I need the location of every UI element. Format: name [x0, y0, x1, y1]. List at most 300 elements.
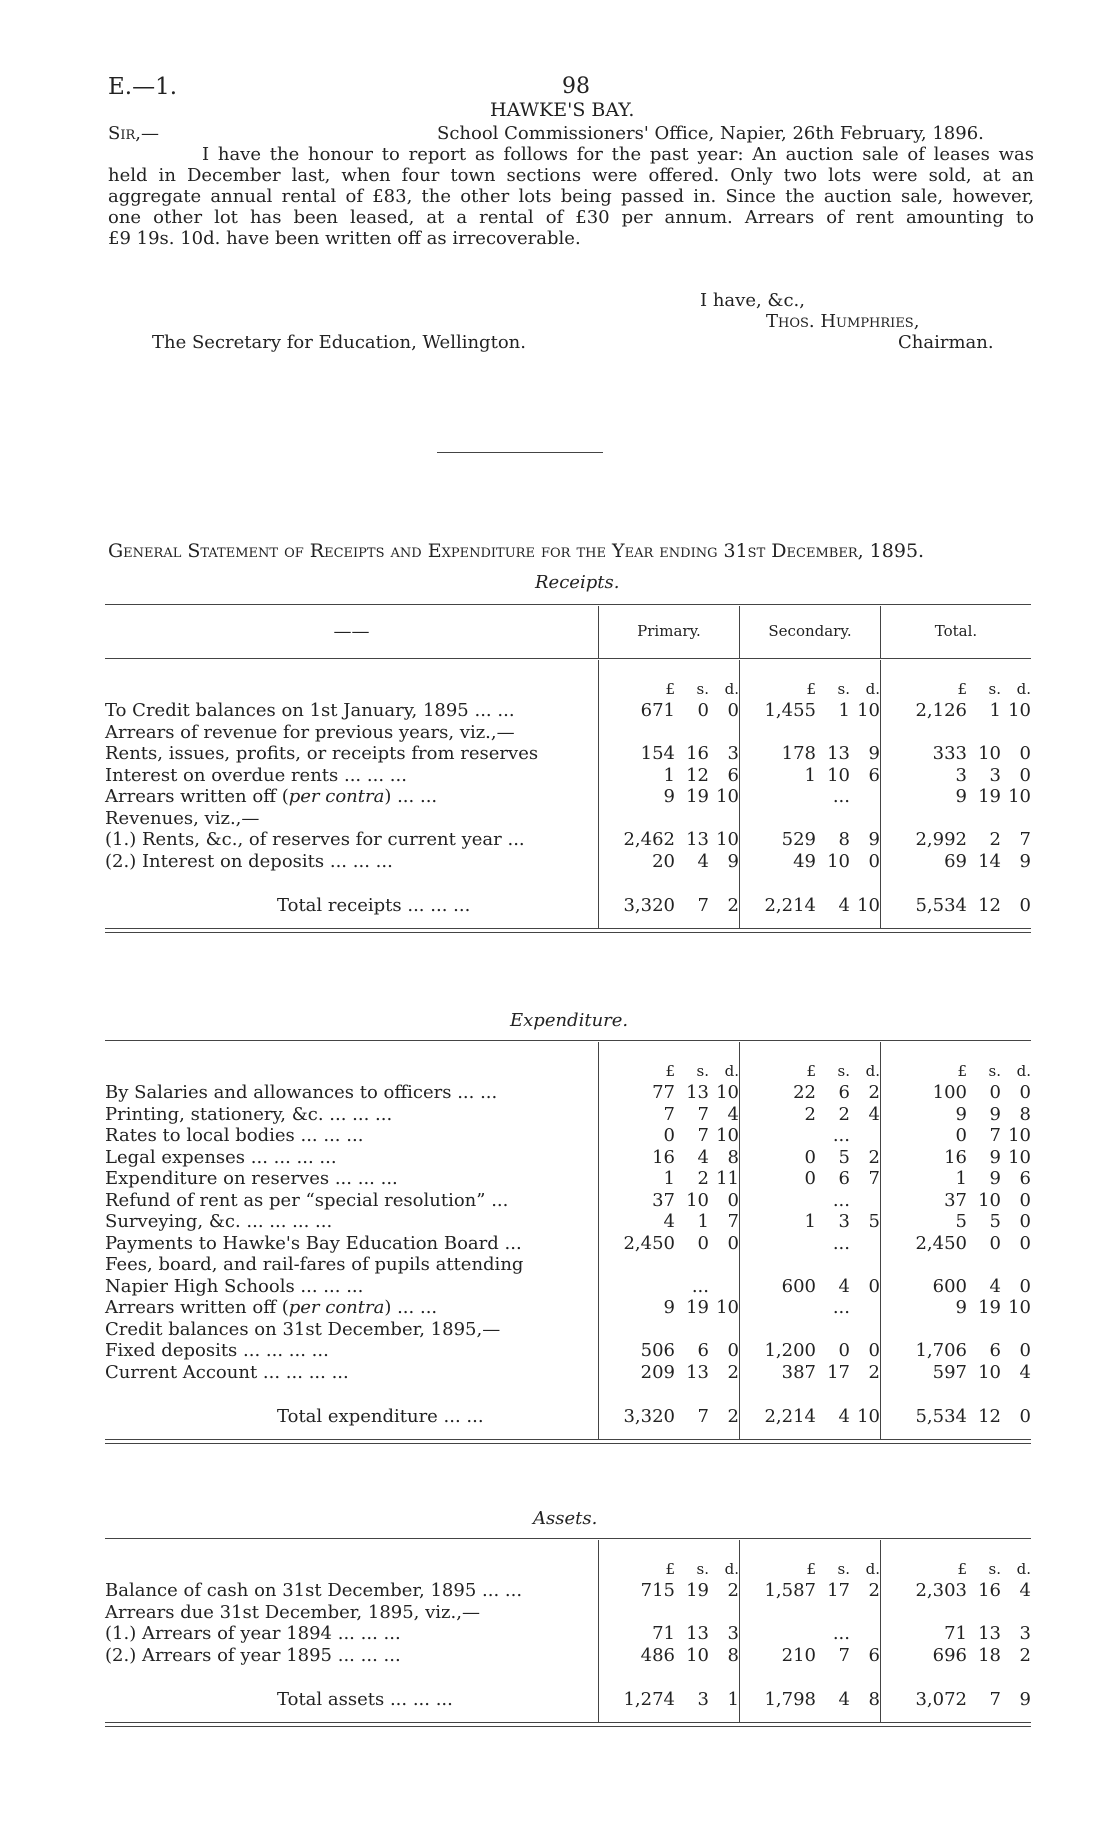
shillings-value: 10	[978, 1361, 1001, 1383]
row-label	[105, 829, 599, 851]
secondary-amount	[740, 765, 881, 787]
pounds-unit: £	[806, 1559, 816, 1578]
shillings-value: 19	[686, 1580, 709, 1601]
pounds-value: 9	[955, 1297, 967, 1318]
pence-value: 0	[868, 1340, 880, 1361]
row-label	[105, 1362, 599, 1384]
pence-value: 10	[1008, 1297, 1031, 1318]
shillings-value: 19	[686, 786, 709, 807]
letter-heading: HAWKE'S BAY.	[490, 99, 635, 121]
table-row	[105, 1623, 1031, 1645]
shillings-value: 4	[838, 1275, 850, 1297]
primary-amount	[599, 829, 740, 851]
shillings-unit: s.	[837, 1061, 850, 1080]
pounds-value: 2,992	[915, 829, 967, 850]
pence-unit: d.	[865, 679, 880, 698]
grand-total	[881, 1397, 1032, 1427]
row-label	[105, 786, 599, 808]
shillings-value: 10	[686, 1189, 709, 1211]
table-row	[105, 1319, 1031, 1341]
addressee: The Secretary for Education, Wellington.	[152, 332, 526, 353]
row-label-text: Expenditure on reserves	[105, 1168, 330, 1189]
table-row	[105, 743, 1031, 765]
secondary-amount	[740, 1623, 881, 1645]
pence-value: 0	[868, 1275, 880, 1297]
total-amount	[881, 1082, 1032, 1104]
pence-value: 0	[1019, 1082, 1031, 1103]
shillings-value: 8	[838, 829, 850, 850]
primary-amount	[599, 1623, 740, 1645]
pounds-value: 2	[804, 1103, 816, 1125]
pence-value: 10	[1008, 786, 1031, 807]
dot-leader: ... ...	[391, 1297, 438, 1318]
dot-leader: ... ...	[476, 1580, 523, 1601]
total-amount	[881, 1104, 1032, 1126]
table-row	[105, 1147, 1031, 1169]
grand-total	[881, 886, 1032, 916]
pounds-unit: £	[957, 679, 967, 698]
row-label-text: (1.) Arrears of year 1894	[105, 1623, 333, 1644]
column-header-primary: Primary.	[599, 606, 740, 658]
row-label-text: Credit balances on 31st December, 1895,—	[105, 1318, 501, 1340]
pounds-value: 600	[932, 1275, 967, 1297]
row-label	[105, 1082, 599, 1104]
pounds-value	[760, 1623, 816, 1645]
primary-amount	[599, 1125, 740, 1147]
row-label	[105, 700, 599, 722]
letter-address-line: School Commissioners' Office, Napier, 26th February, 1896.	[437, 123, 984, 144]
total-amount	[881, 1319, 1032, 1341]
letter-body-line: I have the honour to report as follows for the past year: An auction sale of leases was	[202, 144, 1034, 165]
pounds-value: 5	[955, 1211, 967, 1232]
shillings-value: 13	[686, 1623, 709, 1644]
row-label-text: Rents, issues, profits, or receipts from reserves	[105, 743, 539, 764]
shillings-value: 4	[697, 1146, 709, 1168]
shillings-value: 16	[686, 743, 709, 764]
pence-unit: d.	[1016, 1061, 1031, 1080]
primary-amount	[599, 1082, 740, 1104]
dot-leader: ... ... ...	[294, 1275, 364, 1297]
shillings-value: 3	[697, 1688, 709, 1710]
dot-leader: ... ...	[391, 786, 438, 807]
row-label-text: Arrears due 31st December, 1895, viz.,—	[105, 1601, 480, 1623]
shillings-value: 16	[978, 1580, 1001, 1601]
shillings-value: 0	[838, 1340, 850, 1361]
pounds-value: 600	[781, 1275, 816, 1297]
pence-value	[709, 1276, 739, 1298]
pounds-value: 2,126	[915, 700, 967, 721]
shillings-value: 5	[838, 1146, 850, 1168]
total-label	[105, 1680, 599, 1710]
row-label	[105, 1104, 599, 1126]
total-amount	[881, 1168, 1032, 1190]
secondary-amount	[740, 1168, 881, 1190]
column-header-secondary: Secondary.	[740, 606, 881, 658]
secondary-amount	[740, 1190, 881, 1212]
shillings-value: 19	[686, 1297, 709, 1318]
currency-units-row	[105, 660, 1031, 700]
primary-amount	[599, 1254, 740, 1276]
row-label-text: Legal expenses	[105, 1146, 246, 1168]
secondary-amount	[740, 808, 881, 830]
row-label-text: Surveying, &c.	[105, 1211, 241, 1232]
pounds-value: 16	[944, 1146, 967, 1168]
pence-value: 2	[727, 1405, 739, 1427]
table-row	[105, 765, 1031, 787]
shillings-value: 5	[989, 1211, 1001, 1232]
pence-value: 2	[727, 1361, 739, 1383]
pounds-value: 696	[932, 1644, 967, 1666]
pounds-value: 69	[944, 850, 967, 872]
pounds-value: 506	[640, 1340, 675, 1361]
shillings-value: 10	[978, 743, 1001, 764]
signature-title: Chairman.	[898, 332, 994, 353]
pounds-value: 9	[663, 1297, 675, 1318]
row-label-text: Fees, board, and rail-fares of pupils attending	[105, 1254, 524, 1275]
total-label	[105, 886, 599, 916]
total-amount	[881, 829, 1032, 851]
table-row	[105, 700, 1031, 722]
document-reference: E.—1.	[108, 74, 178, 100]
primary-amount	[599, 1211, 740, 1233]
expenditure-table	[105, 1042, 1031, 1439]
row-label-text: Arrears written off (per contra)	[105, 1297, 392, 1318]
shillings-value: 9	[989, 1168, 1001, 1189]
row-label	[105, 1168, 599, 1190]
pounds-value: 2,450	[915, 1232, 967, 1254]
pence-value: 3	[727, 1623, 739, 1644]
pounds-value: 71	[652, 1623, 675, 1644]
secondary-amount	[740, 1319, 881, 1341]
pounds-value	[760, 1190, 816, 1212]
row-label	[105, 1602, 599, 1624]
primary-total	[599, 1680, 740, 1710]
shillings-value: 19	[978, 786, 1001, 807]
secondary-amount	[740, 1104, 881, 1126]
pounds-unit: £	[957, 1061, 967, 1080]
table-row	[105, 1254, 1031, 1276]
expenditure-top-rule	[105, 1040, 1031, 1041]
shillings-value: 9	[989, 1146, 1001, 1168]
shillings-value: 0	[989, 1232, 1001, 1254]
row-label-text: Arrears written off (per contra)	[105, 786, 392, 807]
pounds-value: 77	[652, 1082, 675, 1103]
shillings-unit: s.	[988, 1061, 1001, 1080]
pounds-value: 2,462	[623, 829, 675, 850]
pence-value: 0	[1019, 764, 1031, 786]
pounds-value: 9	[663, 786, 675, 807]
pence-value	[850, 1623, 880, 1645]
spacer-row	[105, 1383, 1031, 1397]
pence-value: 10	[716, 829, 739, 850]
table-row	[105, 808, 1031, 830]
pence-value: 10	[1008, 1146, 1031, 1168]
table-row	[105, 1297, 1031, 1319]
pence-value: 4	[1019, 1361, 1031, 1383]
pence-value	[850, 786, 880, 808]
row-label-text: Revenues, viz.,—	[105, 807, 260, 829]
shillings-unit: s.	[696, 1061, 709, 1080]
shillings-value: ...	[832, 1232, 850, 1254]
pence-value: 10	[716, 1125, 739, 1146]
pence-value: 7	[727, 1211, 739, 1232]
shillings-unit: s.	[837, 1559, 850, 1578]
pence-unit: d.	[724, 1559, 739, 1578]
pence-unit: d.	[724, 679, 739, 698]
primary-amount	[599, 1580, 740, 1602]
grand-total	[881, 1680, 1032, 1710]
pence-value: 0	[1019, 894, 1031, 916]
table-row	[105, 1125, 1031, 1147]
secondary-amount	[740, 700, 881, 722]
shillings-value: 3	[989, 764, 1001, 786]
pence-value: 10	[716, 1297, 739, 1318]
shillings-value: 13	[978, 1623, 1001, 1644]
pounds-unit: £	[806, 1061, 816, 1080]
primary-amount	[599, 1362, 740, 1384]
pounds-value: 597	[932, 1361, 967, 1383]
pounds-value: 7	[663, 1103, 675, 1125]
primary-amount	[599, 1147, 740, 1169]
pounds-value: 2,214	[764, 894, 816, 916]
primary-amount	[599, 1340, 740, 1362]
letter-body-line: aggregate annual rental of £83, the other lots being passed in. Since the auction sale, however,	[108, 186, 1034, 207]
pence-value: 9	[868, 743, 880, 764]
shillings-value: 12	[978, 894, 1001, 916]
total-amount	[881, 808, 1032, 830]
shillings-value: ...	[832, 786, 850, 807]
table-row	[105, 1233, 1031, 1255]
pence-value: 6	[727, 764, 739, 786]
table-row	[105, 1211, 1031, 1233]
pounds-value: 71	[944, 1623, 967, 1644]
row-label-text: (2.) Interest on deposits	[105, 850, 325, 872]
row-label	[105, 1147, 599, 1169]
pence-value: 8	[727, 1146, 739, 1168]
total-label-text: Total expenditure	[277, 1405, 438, 1427]
primary-amount	[599, 743, 740, 765]
row-label	[105, 1190, 599, 1212]
column-header-table	[105, 606, 1031, 658]
pounds-value: 100	[932, 1082, 967, 1103]
table-header-rule	[105, 658, 1031, 659]
pounds-unit: £	[665, 1061, 675, 1080]
table-row	[105, 829, 1031, 851]
total-row	[105, 1680, 1031, 1710]
row-label-text: Balance of cash on 31st December, 1895	[105, 1580, 477, 1601]
pounds-value	[619, 1276, 675, 1298]
secondary-amount	[740, 786, 881, 808]
pounds-value: 20	[652, 850, 675, 872]
letter-body-line: one other lot has been leased, at a rental of £30 per annum. Arrears of rent amounting to	[108, 207, 1034, 228]
shillings-value: 4	[697, 850, 709, 872]
total-amount	[881, 851, 1032, 873]
salutation: Sir,—	[108, 123, 159, 144]
pence-value: 0	[1019, 1405, 1031, 1427]
pence-value: 2	[868, 1580, 880, 1601]
dot-leader: ...	[498, 1232, 522, 1254]
pence-value: 6	[868, 1644, 880, 1666]
total-amount	[881, 1623, 1032, 1645]
shillings-value: 7	[989, 1125, 1001, 1146]
pence-value	[850, 1297, 880, 1319]
pence-value: 9	[1019, 1688, 1031, 1710]
pence-value: 5	[868, 1211, 880, 1232]
pounds-value: 1,274	[623, 1688, 675, 1710]
pounds-value: 715	[640, 1580, 675, 1601]
secondary-total	[740, 1397, 881, 1427]
pence-value: 0	[1019, 1189, 1031, 1211]
table-row	[105, 1276, 1031, 1298]
shillings-value: 1	[697, 1211, 709, 1232]
pounds-value: 210	[781, 1644, 816, 1666]
pence-value: 2	[1019, 1644, 1031, 1666]
receipts-table	[105, 660, 1031, 928]
pounds-value: 178	[781, 743, 816, 764]
secondary-amount	[740, 1645, 881, 1667]
secondary-amount	[740, 1125, 881, 1147]
pence-value: 10	[857, 894, 880, 916]
shillings-value: 6	[697, 1340, 709, 1361]
page-number: 98	[562, 74, 590, 99]
pence-value: 0	[868, 850, 880, 872]
table-row	[105, 1340, 1031, 1362]
pounds-value: 209	[640, 1361, 675, 1383]
shillings-value: 3	[838, 1211, 850, 1232]
statement-title: General Statement of Receipts and Expenditure for the Year ending 31st December, 1895.	[108, 540, 925, 562]
pounds-unit: £	[806, 679, 816, 698]
primary-amount	[599, 851, 740, 873]
shillings-value: ...	[832, 1189, 850, 1211]
pence-value: 9	[1019, 850, 1031, 872]
secondary-amount	[740, 1082, 881, 1104]
secondary-amount	[740, 1254, 881, 1276]
pounds-value: 2,450	[623, 1232, 675, 1254]
dot-leader: ... ... ... ...	[240, 1211, 333, 1232]
pence-value: 0	[727, 1232, 739, 1254]
row-label-text: Rates to local bodies	[105, 1125, 295, 1146]
total-amount	[881, 1645, 1032, 1667]
primary-amount	[599, 1190, 740, 1212]
total-label-text: Total assets	[277, 1688, 385, 1710]
primary-amount	[599, 1233, 740, 1255]
dot-leader: ...	[501, 829, 525, 850]
secondary-amount	[740, 1147, 881, 1169]
row-label	[105, 1254, 599, 1276]
pounds-value: 3,320	[623, 894, 675, 916]
pounds-value	[760, 1297, 816, 1319]
pence-value: 6	[868, 764, 880, 786]
primary-amount	[599, 1276, 740, 1298]
per-contra-italic: per contra	[288, 786, 385, 807]
total-amount	[881, 700, 1032, 722]
secondary-amount	[740, 1340, 881, 1362]
table-row	[105, 1082, 1031, 1104]
dot-leader: ... ... ...	[384, 1688, 453, 1710]
currency-units-row	[105, 1042, 1031, 1082]
spacer-row	[105, 1666, 1031, 1680]
dot-leader: ... ... ...	[323, 1103, 393, 1125]
pounds-unit: £	[957, 1559, 967, 1578]
total-amount	[881, 1362, 1032, 1384]
primary-amount	[599, 808, 740, 830]
pounds-unit: £	[665, 1559, 675, 1578]
row-label	[105, 1297, 599, 1319]
table-row	[105, 786, 1031, 808]
table-row	[105, 1362, 1031, 1384]
pounds-value: 333	[932, 743, 967, 764]
pounds-value	[760, 786, 816, 808]
signature: Thos. Humphries,	[766, 311, 920, 332]
row-label	[105, 765, 599, 787]
pence-value: 7	[1019, 829, 1031, 850]
shillings-value: 7	[838, 1644, 850, 1666]
dot-leader: ... ... ...	[401, 894, 471, 916]
shillings-value: 7	[697, 1125, 709, 1146]
row-label	[105, 1125, 599, 1147]
total-amount	[881, 1254, 1032, 1276]
dot-leader: ...	[485, 1189, 509, 1211]
pence-value: 8	[868, 1688, 880, 1710]
pounds-value: 0	[955, 1125, 967, 1146]
table-row	[105, 1190, 1031, 1212]
pounds-value: 5,534	[915, 894, 967, 916]
table-bottom-double-rule	[105, 1722, 1031, 1727]
pounds-value: 1	[663, 764, 675, 786]
pence-value: 8	[1019, 1103, 1031, 1125]
pounds-value: 3,072	[915, 1688, 967, 1710]
pence-value: 0	[1019, 1275, 1031, 1297]
pence-value: 2	[868, 1361, 880, 1383]
spacer-row	[105, 1427, 1031, 1439]
pence-value: 2	[727, 894, 739, 916]
pence-unit: d.	[724, 1061, 739, 1080]
pence-value: 2	[868, 1146, 880, 1168]
row-label-text: Fixed deposits	[105, 1340, 238, 1361]
assets-heading: Assets.	[533, 1508, 598, 1529]
spacer-row	[105, 916, 1031, 928]
currency-units	[599, 660, 740, 700]
row-label-text: By Salaries and allowances to officers	[105, 1082, 452, 1103]
total-row	[105, 1397, 1031, 1427]
letter-closing: I have, &c.,	[700, 290, 805, 311]
row-label	[105, 851, 599, 873]
primary-amount	[599, 765, 740, 787]
row-label	[105, 722, 599, 744]
dot-leader: ... ... ... ...	[257, 1361, 349, 1383]
row-label	[105, 1233, 599, 1255]
shillings-value: 0	[697, 700, 709, 721]
currency-units	[740, 1042, 881, 1082]
table-bottom-double-rule	[105, 1439, 1031, 1444]
pounds-value: 0	[663, 1125, 675, 1146]
pounds-value: 1,587	[764, 1580, 816, 1601]
primary-amount	[599, 786, 740, 808]
pounds-value: 37	[652, 1189, 675, 1211]
pence-value: 2	[868, 1082, 880, 1103]
shillings-value: 13	[686, 829, 709, 850]
secondary-amount	[740, 1276, 881, 1298]
shillings-value: 19	[978, 1297, 1001, 1318]
table-top-rule	[105, 604, 1031, 605]
currency-units	[881, 1042, 1032, 1082]
primary-total	[599, 1397, 740, 1427]
primary-amount	[599, 1168, 740, 1190]
currency-units	[599, 1042, 740, 1082]
shillings-value: 7	[697, 1103, 709, 1125]
shillings-value: 1	[989, 700, 1001, 721]
row-label-text: Refund of rent as per “special resolution”	[105, 1189, 486, 1211]
